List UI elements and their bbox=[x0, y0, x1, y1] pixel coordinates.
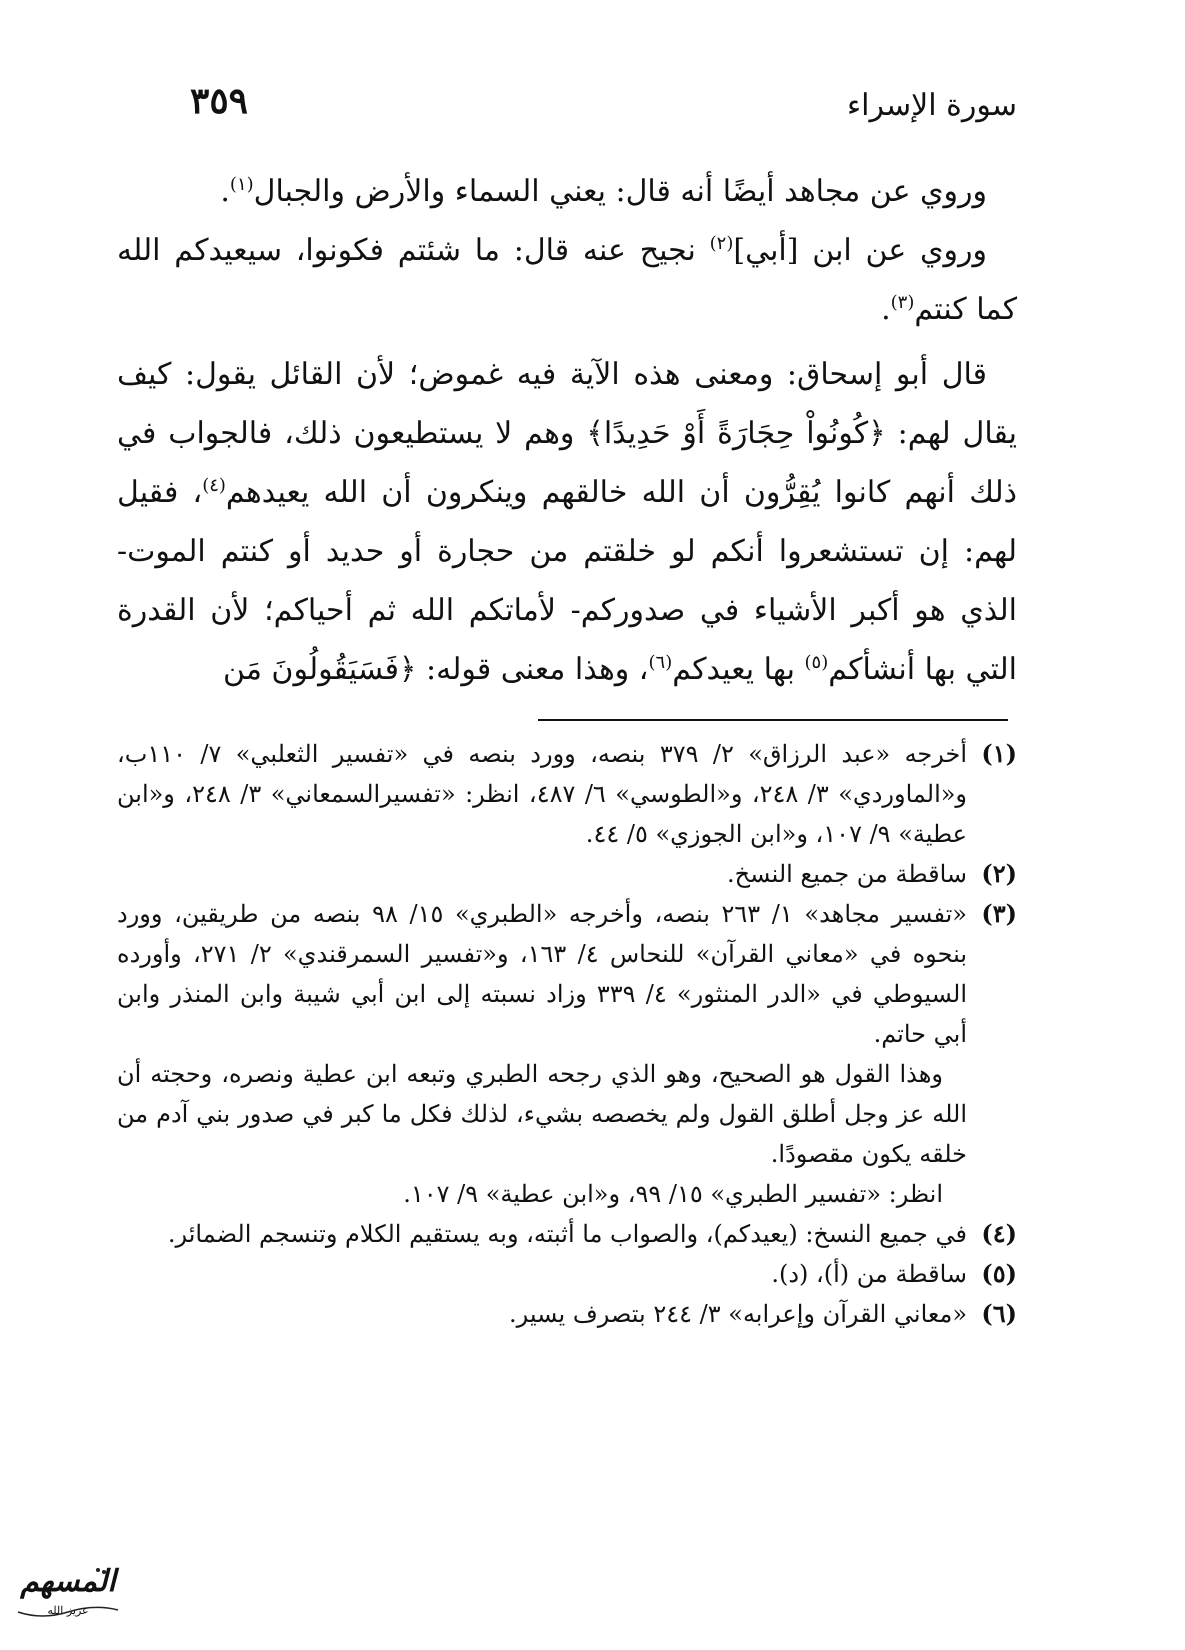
paragraph-1 bbox=[117, 162, 1017, 221]
paragraph-2 bbox=[117, 221, 1017, 339]
footnote-5 bbox=[117, 1254, 1017, 1294]
paragraph-3-text-b: ، فقيل لهم: إن تستشعروا أنكم لو خلقتم من حجارة أو حديد أو كنتم الموت- الذي هو أكبر الأشياء في صدوركم- لأماتكم الله ثم أحياكم؛ لأن القدرة التي بها أنشأكم bbox=[117, 475, 1017, 687]
footnote-ref-4: (٤) bbox=[202, 475, 226, 496]
footnote-ref-6: (٦) bbox=[648, 652, 673, 673]
footnote-text: وهذا القول هو الصحيح، وهو الذي رجحه الطبري وتبعه ابن عطية ونصره، وحجته أن الله عز وجل أطلق القول ولم يخصصه بشيء، لذلك فكل ما كبر في صدور بني آدم من خلقه يكون مقصودًا. bbox=[117, 1060, 967, 1168]
footnote-text: «معاني القرآن وإعرابه» ٣/ ٢٤٤ بتصرف يسير. bbox=[509, 1300, 967, 1328]
logo-subtitle: عزيز الله bbox=[47, 1604, 89, 1617]
footnote-text: أخرجه «عبد الرزاق» ٢/ ٣٧٩ بنصه، وورد بنصه في «تفسير الثعلبي» ٧/ ١١٠ب، و«الماوردي» ٣/ ٢٤٨، و«الطوسي» ٦/ ٤٨٧، انظر: «تفسيرالسمعاني» ٣/ ٢٤٨، و«ابن عطية» ٩/ ١٠٧، و«ابن الجوزي» ٥/ ٤٤. bbox=[117, 740, 968, 848]
footnote-1 bbox=[117, 734, 1017, 854]
paragraph-3 bbox=[117, 345, 1017, 699]
footnote-text: انظر: «تفسير الطبري» ١٥/ ٩٩، و«ابن عطية» ٩/ ١٠٧. bbox=[403, 1180, 943, 1208]
footnote-3 bbox=[117, 894, 1017, 1214]
footnote-ref-3: (٣) bbox=[890, 292, 915, 313]
footnotes bbox=[117, 734, 1017, 1334]
paragraph-2-text-a: وروي عن ابن [أبي] bbox=[733, 233, 987, 268]
logo-name: المسهم bbox=[20, 1564, 116, 1599]
footnote-separator bbox=[538, 719, 1008, 721]
footnote-number: (٦) bbox=[981, 1299, 1017, 1328]
surah-title: سورة الإسراء bbox=[847, 88, 1017, 123]
footnote-text: في جميع النسخ: (يعيدكم)، والصواب ما أثبته، وبه يستقيم الكلام وتنسجم الضمائر. bbox=[167, 1220, 967, 1248]
footnote-text: «تفسير مجاهد» ١/ ٢٦٣ بنصه، وأخرجه «الطبري» ١٥/ ٩٨ بنصه من طريقين، وورد بنحوه في «معاني القرآن» للنحاس ٤/ ١٦٣، و«تفسير السمرقندي» ٢/ ٢٧١، وأورده السيوطي في «الدر المنثور» ٤/ ٣٣٩ وزاد نسبته إلى ابن أبي شيبة وابن المنذر وابن أبي حاتم. bbox=[117, 900, 968, 1048]
footnote-text: ساقطة من جميع النسخ. bbox=[727, 860, 967, 888]
footnote-ref-2: (٢) bbox=[709, 233, 734, 254]
paragraph-3-text-c: بها يعيدكم bbox=[672, 652, 805, 687]
footnote-number: (١) bbox=[981, 739, 1017, 768]
footnote-2 bbox=[117, 854, 1017, 894]
footnote-number: (٥) bbox=[981, 1259, 1017, 1288]
paragraph-1-end: . bbox=[220, 174, 230, 209]
paragraph-3-text-d: ، وهذا معنى قوله: ﴿فَسَيَقُولُونَ مَن bbox=[222, 652, 649, 687]
footnote-4 bbox=[117, 1214, 1017, 1254]
footnote-number: (٤) bbox=[981, 1219, 1017, 1248]
main-text bbox=[117, 162, 1017, 699]
paragraph-1-text: وروي عن مجاهد أيضًا أنه قال: يعني السماء والأرض والجبال bbox=[253, 174, 987, 209]
footnote-number: (٢) bbox=[981, 859, 1017, 888]
footnote-number: (٣) bbox=[981, 899, 1017, 928]
publisher-logo bbox=[12, 1560, 124, 1632]
paragraph-3-text-a: قال أبو إسحاق: ومعنى هذه الآية فيه غموض؛ لأن القائل يقول: كيف يقال لهم: ﴿كُونُواْ حِجَارَةً أَوْ حَدِيدًا﴾ وهم لا يستطيعون ذلك، فالجواب في ذلك أنهم كانوا يُقِرُّون أن الله خالقهم وينكرون أن الله يعيدهم bbox=[117, 357, 1017, 510]
page-number: ٣٥٩ bbox=[190, 80, 249, 122]
paragraph-2-text-b: نجيح عنه قال: ما شئتم فكونوا، سيعيدكم الله كما كنتم bbox=[117, 233, 1017, 327]
paragraph-2-end: . bbox=[881, 292, 891, 327]
footnote-ref-5: (٥) bbox=[804, 652, 829, 673]
footnote-ref-1: (١) bbox=[229, 174, 254, 195]
footnote-text: ساقطة من (أ)، (د). bbox=[771, 1260, 967, 1288]
footnote-6 bbox=[117, 1294, 1017, 1334]
